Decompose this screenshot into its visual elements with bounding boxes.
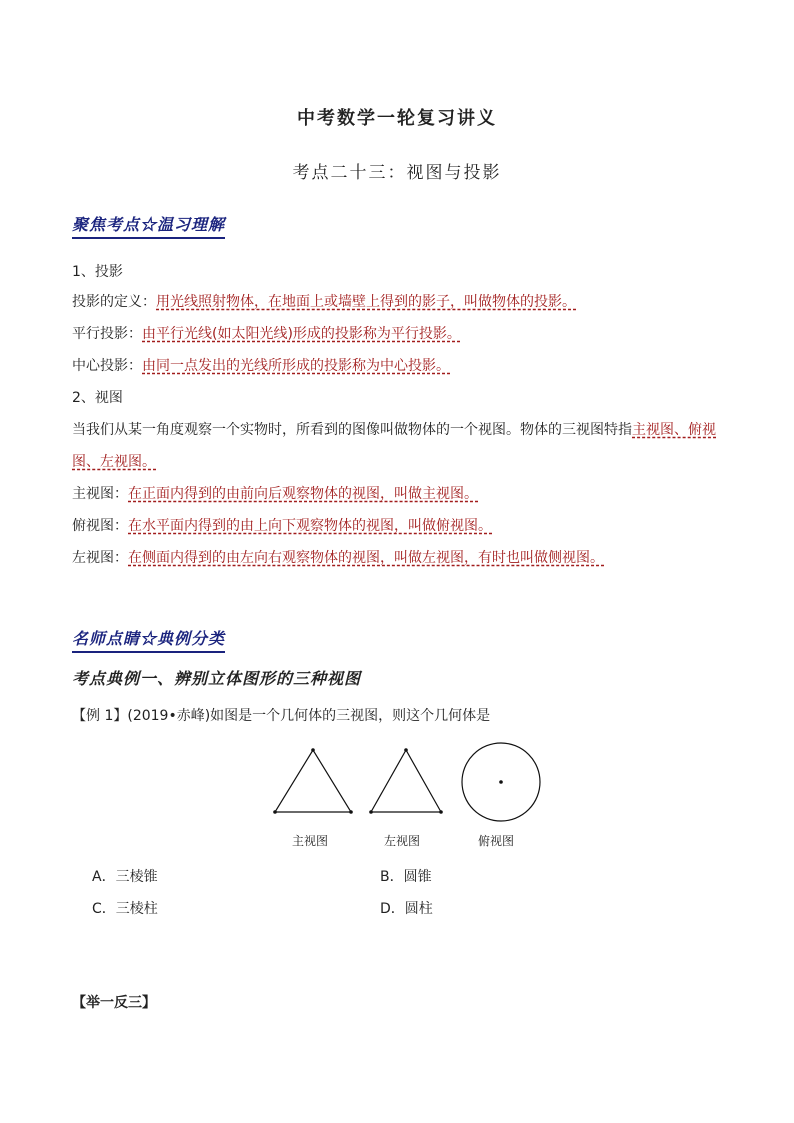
example1-source: (2019•赤峰) bbox=[127, 708, 211, 724]
front-view-triangle bbox=[275, 750, 351, 812]
views-heading: 2、视图 bbox=[72, 390, 123, 406]
definition-text: 用光线照射物体，在地面上或墙壁上得到的影子，叫做物体的投影。 bbox=[156, 294, 576, 310]
section-heading-focus: 聚焦考点☆温习理解 bbox=[72, 212, 225, 239]
option-a-letter: A． bbox=[92, 869, 116, 885]
parallel-text: 由平行光线(如太阳光线)形成的投影称为平行投影。 bbox=[142, 326, 461, 342]
option-b-text: 圆锥 bbox=[403, 869, 432, 885]
left-view-label: 左视图： bbox=[72, 550, 128, 566]
views-intro-text: 当我们从某一角度观察一个实物时，所看到的图像叫做物体的一个视图。物体的三视图特指 bbox=[72, 422, 632, 438]
parallel-projection bbox=[72, 324, 461, 344]
top-view-text: 在水平面内得到的由上向下观察物体的视图，叫做俯视图。 bbox=[128, 518, 492, 534]
option-a-text: 三棱锥 bbox=[115, 869, 158, 885]
caption-front-view: 主视图 bbox=[292, 834, 329, 848]
projection-heading: 1、投影 bbox=[72, 264, 123, 280]
front-view-label: 主视图： bbox=[72, 486, 128, 502]
option-b-letter: B． bbox=[380, 869, 404, 885]
caption-top-view: 俯视图 bbox=[478, 834, 515, 848]
left-view-text: 在侧面内得到的由左向右观察物体的视图，叫做左视图，有时也叫做侧视图。 bbox=[128, 550, 604, 566]
option-d[interactable] bbox=[380, 898, 433, 918]
document-subtitle: 考点二十三：视图与投影 bbox=[292, 163, 502, 183]
front-view-text: 在正面内得到的由前向后观察物体的视图，叫做主视图。 bbox=[128, 486, 478, 502]
caption-left-view: 左视图 bbox=[384, 834, 421, 848]
top-view-definition bbox=[72, 516, 492, 536]
option-c-text: 三棱柱 bbox=[115, 901, 158, 917]
left-view-definition bbox=[72, 548, 604, 568]
views-intro-line1 bbox=[72, 420, 716, 440]
example1-label: 【例 1】 bbox=[72, 708, 128, 724]
top-view-center-point bbox=[499, 780, 503, 784]
definition-label: 投影的定义： bbox=[72, 294, 156, 310]
example-category-heading: 考点典例一、辨别立体图形的三种视图 bbox=[72, 669, 362, 688]
left-view-triangle bbox=[371, 750, 441, 812]
option-a[interactable] bbox=[92, 866, 158, 886]
views-intro-highlight1: 主视图、俯视 bbox=[632, 422, 716, 438]
central-projection bbox=[72, 356, 450, 376]
option-d-letter: D． bbox=[380, 901, 405, 917]
central-label: 中心投影： bbox=[72, 358, 142, 374]
top-view-circle bbox=[462, 743, 540, 821]
section-heading-examples: 名师点睛☆典例分类 bbox=[72, 626, 225, 653]
example1-question-text: 如图是一个几何体的三视图，则这个几何体是 bbox=[210, 708, 491, 724]
central-text: 由同一点发出的光线所形成的投影称为中心投影。 bbox=[142, 358, 450, 374]
option-b[interactable] bbox=[380, 866, 432, 886]
views-intro-line2 bbox=[72, 452, 156, 472]
projection-definition bbox=[72, 292, 576, 312]
front-view-definition bbox=[72, 484, 478, 504]
option-c-letter: C． bbox=[92, 901, 116, 917]
option-d-text: 圆柱 bbox=[404, 901, 433, 917]
practice-heading: 【举一反三】 bbox=[72, 995, 156, 1011]
parallel-label: 平行投影： bbox=[72, 326, 142, 342]
views-intro-highlight2: 图、左视图。 bbox=[72, 454, 156, 470]
example1-question bbox=[72, 706, 490, 726]
document-title: 中考数学一轮复习讲义 bbox=[297, 108, 497, 129]
top-view-label: 俯视图： bbox=[72, 518, 128, 534]
option-c[interactable] bbox=[92, 898, 158, 918]
